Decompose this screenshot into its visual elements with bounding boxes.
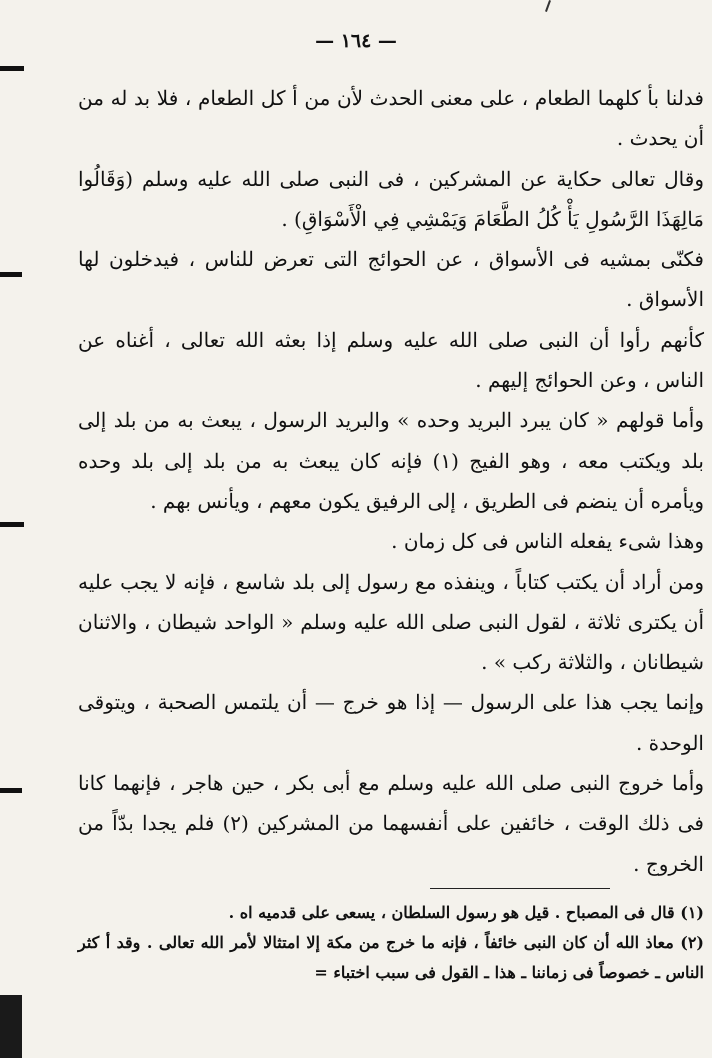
paragraph-9: وأما خروج النبى صلى الله عليه وسلم مع أبى بكر ، حين هاجر ، فإنهما كانا فى ذلك الوقت ، خائفين على أنفسهما من المشركين (٢) فلم يجدا بدّاً من الخروج . <box>78 771 704 876</box>
paragraph-4: كأنهم رأوا أن النبى صلى الله عليه وسلم إذا بعثه الله تعالى ، أغناه عن الناس ، وعن الحوائج إليهم . <box>78 327 704 393</box>
footnotes <box>78 898 704 988</box>
paragraph-6: وهذا شىء يفعله الناس فى كل زمان . <box>391 529 704 554</box>
paragraph-3: فكنّى بمشيه فى الأسواق ، عن الحوائج التى تعرض للناس ، فيدخلون لها الأسواق . <box>78 247 704 312</box>
scan-shadow <box>0 995 22 1058</box>
paragraph-1: فدلنا بأ كلهما الطعام ، على معنى الحدث لأن من أ كل الطعام ، فلا بد له من أن يحدث . <box>78 86 704 151</box>
binding-mark <box>0 788 22 793</box>
paragraph-2: وقال تعالى حكاية عن المشركين ، فى النبى صلى الله عليه وسلم (وَقَالُوا مَالِهَذَا الرَّسُولِ يَأْ كُلُ الطَّعَامَ وَيَمْشِي فِي الْأَسْوَاقِ) . <box>78 166 704 231</box>
main-text <box>78 78 704 884</box>
paragraph-7: ومن أراد أن يكتب كتاباً ، وينفذه مع رسول إلى بلد شاسع ، فإنه لا يجب عليه أن يكترى ثلاثة ، لقول النبى صلى الله عليه وسلم « الواحد شيطان ، والاثنان شيطانان ، والثلاثة ركب » . <box>78 569 704 675</box>
paragraph-5: وأما قولهم « كان يبرد البريد وحده » والبريد الرسول ، يبعث به من بلد إلى بلد ويكتب معه ، وهو الفيج (١) فإنه كان يبعث به من بلد إلى بلد وحده ويأمره أن ينضم فى الطريق ، إلى الرفيق يكون معهم ، ويأنس بهم . <box>78 408 704 513</box>
binding-mark <box>0 272 22 277</box>
footnote-2: (٢) معاذ الله أن كان النبى خائفاً ، فإنه ما خرج من مكة إلا امتثالا لأمر الله تعالى . وقد أ كثر الناس ـ خصوصاً فى زماننا ـ هذا ـ القول فى سبب اختباء = <box>78 933 704 982</box>
binding-mark <box>0 66 24 71</box>
page-number: — ١٦٤ — <box>315 30 397 52</box>
footnote-separator <box>430 888 610 889</box>
binding-mark <box>0 522 24 527</box>
paragraph-8: وإنما يجب هذا على الرسول — إذا هو خرج — أن يلتمس الصحبة ، ويتوقى الوحدة . <box>78 690 704 755</box>
footnote-1: (١) قال فى المصباح . قيل هو رسول السلطان ، يسعى على قدميه اه . <box>228 903 704 922</box>
corner-mark <box>545 0 551 12</box>
